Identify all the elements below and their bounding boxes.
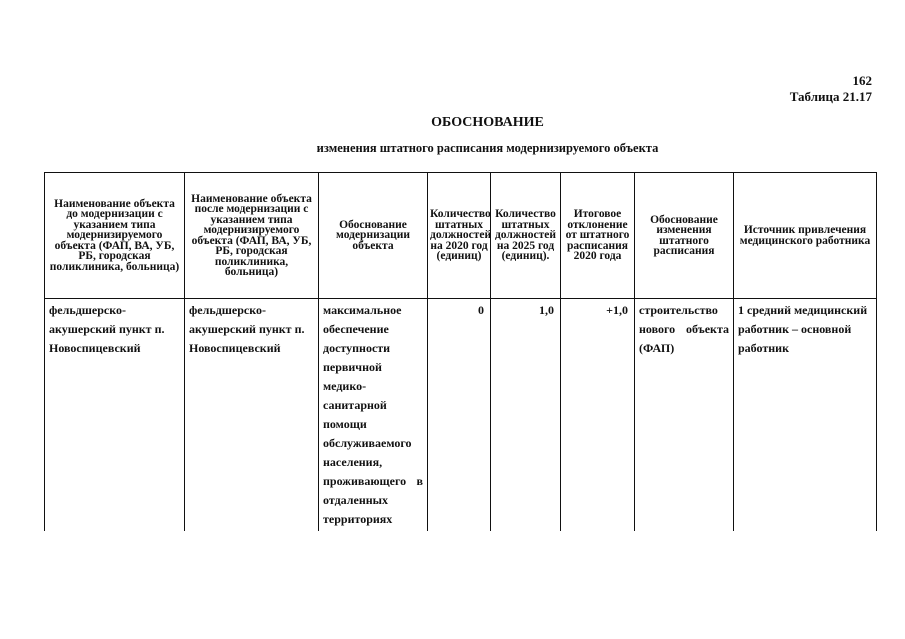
header-positions-2025: Количество штатных должностей на 2025 год (единиц).: [491, 173, 561, 299]
table-header-row: [45, 173, 877, 299]
cell-deviation: +1,0: [561, 299, 635, 532]
cell-positions-2025: 1,0: [491, 299, 561, 532]
page-number: 162: [852, 73, 872, 88]
header-object-before: Наименование объекта до модернизации с указанием типа модернизируемого объекта (ФАП, ВА, УБ, РБ, городская поликлиника, больница): [45, 173, 185, 299]
cell-modernization-reason: максимальное обеспечение доступности первичной медико-санитарной помощи обслуживаемого населения, проживающего в отдаленных территориях: [319, 299, 428, 532]
header-modernization-reason: Обоснование модернизации объекта: [319, 173, 428, 299]
table-label: Таблица 21.17: [789, 89, 872, 104]
header-positions-2020: Количество штатных должностей на 2020 год (единиц): [428, 173, 491, 299]
cell-object-before: фельдшерско-акушерский пункт п. Новоспицевский: [45, 299, 185, 532]
header-object-after: Наименование объекта после модернизации с указанием типа модернизируемого объекта (ФАП, ВА, УБ, РБ, городская поликлиника, больница): [185, 173, 319, 299]
document-subtitle: изменения штатного расписания модернизируемого объекта: [316, 141, 659, 155]
cell-object-after: фельдшерско-акушерский пункт п. Новоспицевский: [185, 299, 319, 532]
cell-positions-2020: 0: [428, 299, 491, 532]
header-staff-source: Источник привлечения медицинского работника: [734, 173, 877, 299]
cell-staff-source: 1 средний медицинский работник – основной работник: [734, 299, 877, 532]
staffing-table: [44, 172, 877, 531]
table-row: [45, 299, 877, 532]
header-deviation: Итоговое отклонение от штатного расписания 2020 года: [561, 173, 635, 299]
header-change-reason: Обоснование изменения штатного расписания: [635, 173, 734, 299]
document-title: ОБОСНОВАНИЕ: [431, 115, 544, 130]
cell-change-reason: строительство нового объекта (ФАП): [635, 299, 734, 532]
